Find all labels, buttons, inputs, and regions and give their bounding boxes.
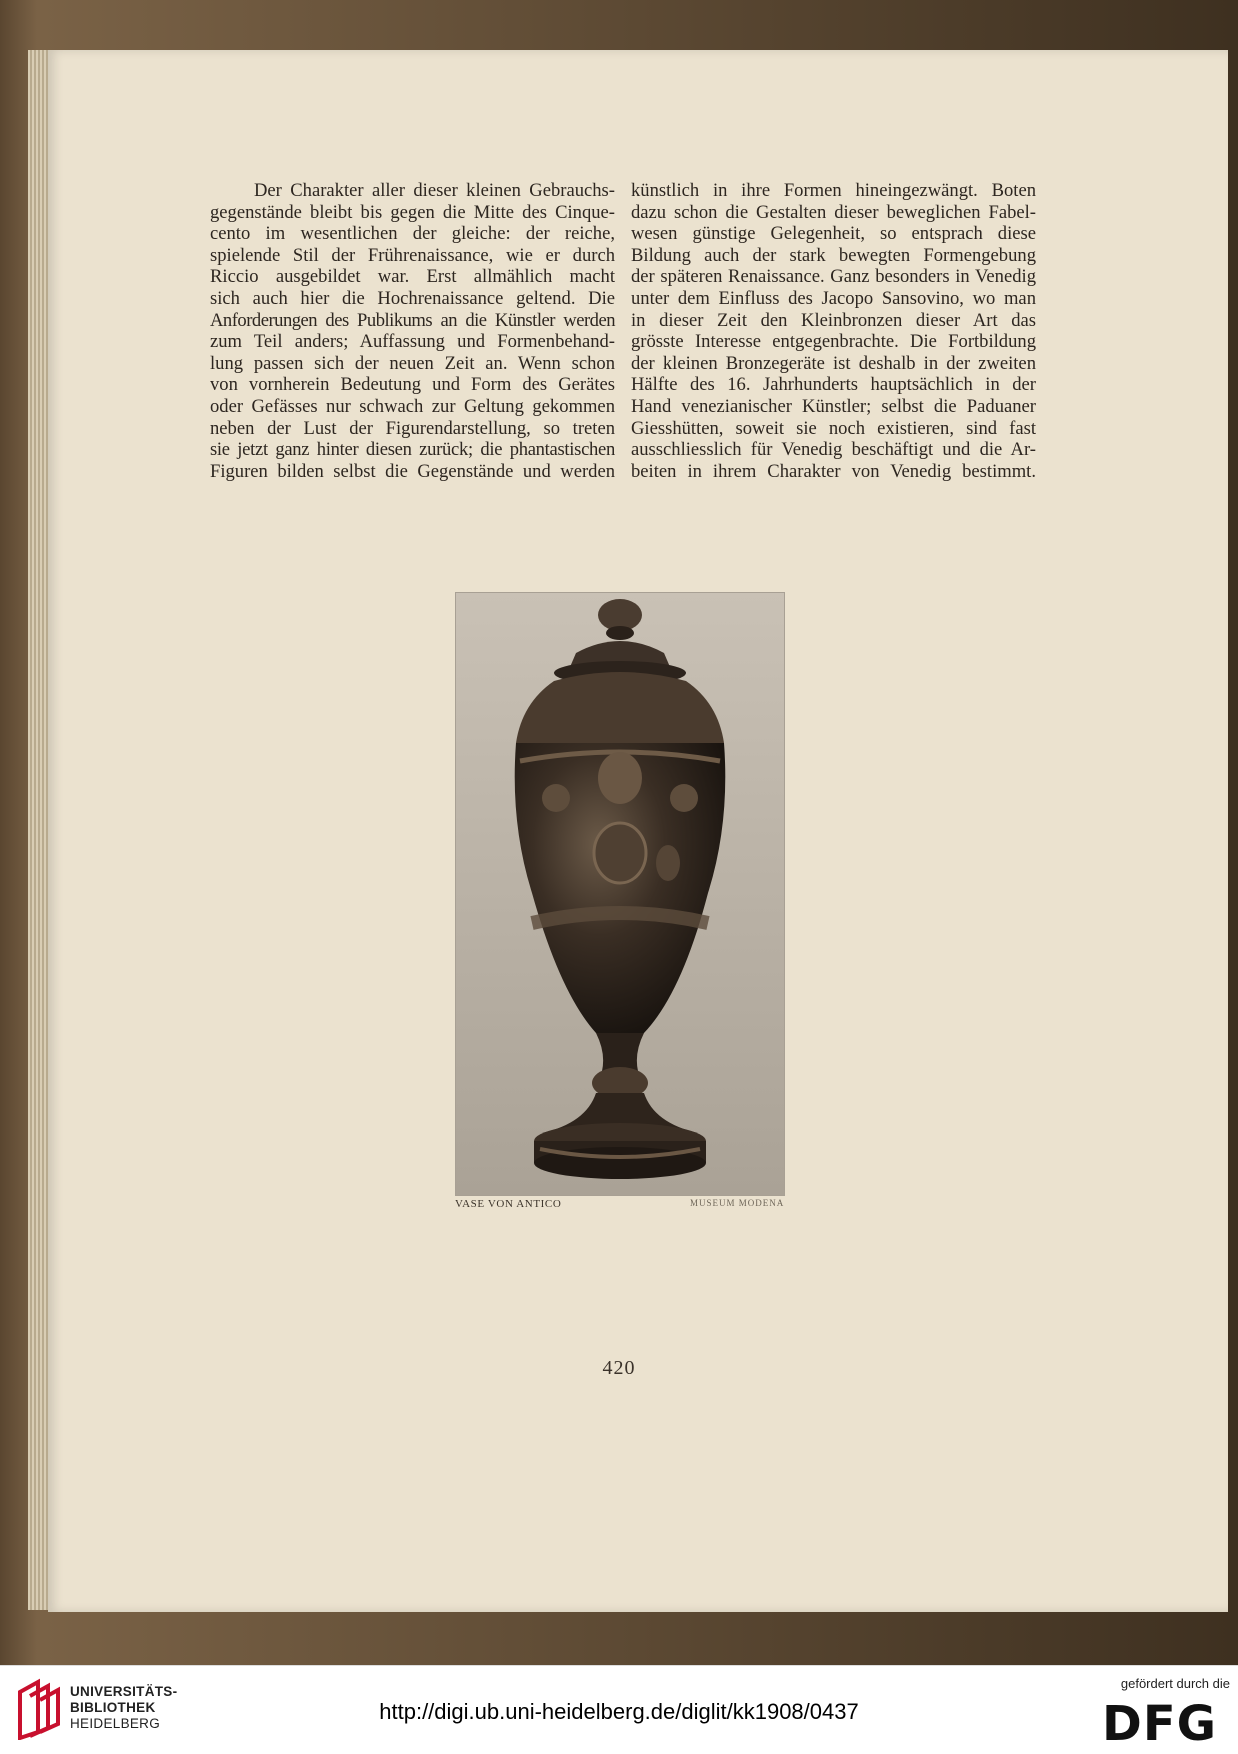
library-name-line: BIBLIOTHEK — [70, 1700, 156, 1715]
text-line: gegenstände bleibt bis gegen die Mitte des Cinque- — [210, 201, 615, 223]
text-line: Hand venezianischer Künstler; selbst die Paduaner — [631, 395, 1036, 417]
vase-photograph — [455, 592, 785, 1196]
text-line: ausschliesslich für Venedig beschäftigt und die Ar- — [631, 439, 1036, 461]
library-name-line: HEIDELBERG — [70, 1716, 161, 1731]
text-line: von vornherein Bedeutung und Form des Gerätes — [210, 374, 615, 396]
page-number: 420 — [602, 1357, 636, 1379]
text-line: Riccio ausgebildet war. Erst allmählich macht — [210, 266, 615, 288]
text-line: Der Charakter aller dieser kleinen Gebrauchs- — [254, 180, 615, 201]
text-line: unter dem Einfluss des Jacopo Sansovino, wo man — [631, 287, 1036, 309]
text-line: wesen günstige Gelegenheit, so entsprach diese — [631, 223, 1036, 245]
text-line: lung passen sich der neuen Zeit an. Wenn schon — [210, 352, 615, 374]
text-line: dazu schon die Gestalten dieser beweglichen Fabel- — [631, 201, 1036, 223]
text-line: neben der Lust der Figurendarstellung, so treten — [210, 417, 615, 439]
text-column-left — [210, 180, 615, 482]
caption-left: VASE VON ANTICO — [455, 1198, 562, 1210]
text-line: Figuren bilden selbst die Gegenstände und werden — [210, 460, 615, 482]
permalink-url[interactable]: http://digi.ub.uni-heidelberg.de/diglit/kk1908/0437 — [379, 1699, 859, 1724]
text-line: Hälfte des 16. Jahrhunderts hauptsächlich in der — [631, 374, 1036, 396]
text-line: zum Teil anders; Auffassung und Formenbehand- — [210, 331, 615, 353]
library-name-line: UNIVERSITÄTS- — [70, 1684, 178, 1699]
text-line: Giesshütten, soweit sie noch existieren, sind fast — [631, 417, 1036, 439]
text-line: sich auch hier die Hochrenaissance geltend. Die — [210, 287, 615, 309]
text-line: spielende Stil der Frührenaissance, wie er durch — [210, 244, 615, 266]
text-line: der kleinen Bronzegeräte ist deshalb in der zweiten — [631, 352, 1036, 374]
text-line: beiten in ihrem Charakter von Venedig bestimmt. — [631, 460, 1036, 482]
dfg-logo: DFG — [1102, 1696, 1218, 1752]
footer-bar — [0, 1665, 1238, 1754]
text-column-right — [631, 180, 1036, 482]
text-line: der späteren Renaissance. Ganz besonders in Venedig — [631, 266, 1036, 288]
text-line: oder Gefässes nur schwach zur Geltung gekommen — [210, 395, 615, 417]
text-line: Bildung auch der stark bewegten Formengebung — [631, 244, 1036, 266]
caption-right: MUSEUM MODENA — [690, 1198, 785, 1208]
text-line: Anforderungen des Publikums an die Künstler werden — [210, 309, 615, 331]
text-line: in dieser Zeit den Kleinbronzen dieser Art das — [631, 309, 1036, 331]
vase-illustration — [456, 593, 784, 1195]
text-line: sie jetzt ganz hinter diesen zurück; die phantastischen — [210, 439, 615, 461]
text-line: grösste Interesse entgegenbrachte. Die Fortbildung — [631, 331, 1036, 353]
text-line: cento im wesentlichen der gleiche: der reiche, — [210, 223, 615, 245]
funding-note: gefördert durch die — [1120, 1676, 1230, 1691]
text-line: künstlich in ihre Formen hineingezwängt. Boten — [631, 180, 1036, 201]
